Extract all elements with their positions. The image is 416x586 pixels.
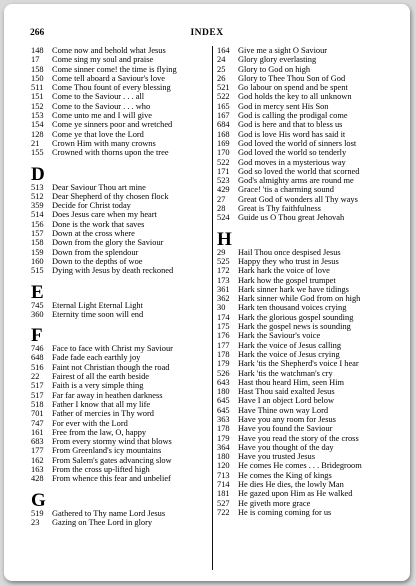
index-entry [217, 452, 397, 461]
hymn-number: 176 [217, 331, 230, 341]
hymn-first-line: Down to the depths of woe [52, 256, 143, 266]
hymn-first-line: Come ye sinners poor and wretched [52, 120, 173, 130]
index-entry [217, 185, 397, 194]
index-entry [217, 158, 397, 167]
hymn-first-line: Hark the voice of Jesus crying [238, 349, 340, 359]
hymn-first-line: Have you any room for Jesus [238, 414, 336, 424]
index-entry [217, 322, 397, 331]
hymn-first-line: God so loved the world that scorned [238, 166, 360, 176]
hymn-first-line: Hark the glorious gospel sounding [238, 312, 354, 322]
index-entry [217, 102, 397, 111]
index-entry [217, 350, 397, 359]
hymn-number: 359 [31, 201, 44, 211]
page-header [30, 28, 384, 40]
hymn-first-line: Hark 'tis the watchman's cry [238, 368, 333, 378]
index-entry [31, 148, 211, 157]
index-entry [217, 387, 397, 396]
index-entry [31, 301, 211, 310]
index-entry [31, 111, 211, 120]
hymn-number: 522 [217, 157, 230, 167]
hymn-number: 172 [217, 266, 230, 276]
index-entry [31, 381, 211, 390]
hymn-number: 526 [217, 368, 230, 378]
hymn-first-line: Hark 'tis the Shepherd's voice I hear [238, 359, 359, 369]
index-entry [217, 195, 397, 204]
hymn-first-line: Have I an object Lord below [238, 396, 335, 406]
hymn-number: 23 [31, 517, 40, 527]
hymn-number: 527 [217, 498, 230, 508]
index-entry [31, 409, 211, 418]
index-entry [217, 120, 397, 129]
hymn-first-line: Hast Thou said exalted Jesus [238, 387, 335, 397]
hymn-number: 643 [217, 377, 230, 387]
hymn-first-line: Hast thou heard Him, seen Him [238, 377, 345, 387]
hymn-number: 27 [217, 194, 226, 204]
hymn-first-line: Decide for Christ today [52, 201, 131, 211]
hymn-first-line: Great is Thy faithfulness [238, 204, 321, 214]
hymn-first-line: From Greenland's icy mountains [52, 446, 162, 456]
hymn-number: 162 [31, 455, 44, 465]
index-entry [217, 257, 397, 266]
index-entry [31, 139, 211, 148]
index-entry [217, 424, 397, 433]
index-entry [31, 120, 211, 129]
index-entry [217, 213, 397, 222]
section-letter: D [31, 163, 45, 185]
hymn-number: 148 [31, 46, 44, 55]
index-entry [217, 276, 397, 285]
hymn-first-line: Have you read the story of the cross [238, 433, 359, 443]
left-column [31, 46, 211, 527]
hymn-first-line: Father of mercies in Thy word [52, 409, 154, 419]
hymn-first-line: Done is the work that saves [52, 219, 145, 229]
index-entry [31, 229, 211, 238]
hymn-number: 180 [217, 387, 230, 397]
hymn-number: 156 [31, 219, 44, 229]
index-entry [217, 266, 397, 275]
hymn-first-line: Hark the voice of Jesus calling [238, 340, 342, 350]
index-entry [31, 238, 211, 247]
hymn-first-line: Come to the Saviour . . . who [52, 101, 151, 111]
hymn-first-line: Crowned with thorns upon the tree [52, 148, 169, 158]
index-entry [217, 55, 397, 64]
index-entry [217, 499, 397, 508]
hymn-number: 513 [31, 182, 44, 192]
hymn-number: 524 [217, 213, 230, 223]
section-gap [217, 223, 397, 230]
hymn-number: 170 [217, 148, 230, 158]
hymn-first-line: He is coming coming for us [238, 507, 332, 517]
index-entry [31, 55, 211, 64]
index-entry [217, 148, 397, 157]
hymn-number: 158 [31, 238, 44, 248]
hymn-first-line: Come ye that love the Lord [52, 129, 144, 139]
hymn-number: 157 [31, 229, 44, 239]
hymn-number: 24 [217, 55, 226, 65]
hymn-first-line: Grace! 'tis a charming sound [238, 185, 334, 195]
hymn-number: 428 [31, 474, 44, 484]
index-entry [217, 294, 397, 303]
hymn-number: 29 [217, 247, 226, 257]
index-entry [31, 446, 211, 455]
hymn-first-line: Face to face with Christ my Saviour [52, 344, 173, 354]
hymn-number: 164 [217, 46, 230, 55]
index-entry [217, 434, 397, 443]
hymn-first-line: Hail Thou once despised Jesus [238, 247, 341, 257]
hymn-number: 713 [217, 470, 230, 480]
section-letter: H [217, 228, 232, 250]
hymn-first-line: God loved the world so tenderly [238, 148, 347, 158]
hymn-number: 648 [31, 353, 44, 363]
index-entry [31, 310, 211, 319]
hymn-first-line: Faith is a very simple thing [52, 381, 144, 391]
hymn-number: 645 [217, 396, 230, 406]
hymn-first-line: From every stormy wind that blows [52, 437, 172, 447]
hymn-first-line: Dear Saviour Thou art mine [52, 182, 146, 192]
hymn-first-line: Dying with Jesus by death reckoned [52, 266, 174, 276]
hymn-first-line: He comes He comes . . . Bridegroom [238, 461, 362, 471]
hymn-first-line: Guide us O Thou great Jehovah [238, 213, 345, 223]
index-entry [217, 378, 397, 387]
hymn-number: 684 [217, 120, 230, 130]
index-entry [217, 489, 397, 498]
index-entry [31, 344, 211, 353]
hymn-number: 177 [31, 446, 44, 456]
hymn-number: 165 [217, 101, 230, 111]
index-entry [217, 204, 397, 213]
hymn-number: 429 [217, 185, 230, 195]
hymn-number: 161 [31, 427, 44, 437]
hymn-number: 516 [31, 362, 44, 372]
hymn-first-line: Down at the cross where [52, 229, 135, 239]
index-entry [31, 509, 211, 518]
hymn-number: 361 [217, 284, 230, 294]
hymn-number: 120 [217, 461, 230, 471]
hymn-number: 517 [31, 390, 44, 400]
hymn-first-line: Hark how the gospel trumpet [238, 275, 336, 285]
index-entry [31, 183, 211, 192]
hymn-number: 158 [31, 64, 44, 74]
index-entry [31, 465, 211, 474]
hymn-first-line: Have you thought of the day [238, 442, 334, 452]
hymn-first-line: God in mercy sent His Son [238, 101, 329, 111]
index-entry [217, 83, 397, 92]
index-entry [217, 65, 397, 74]
hymn-number: 511 [31, 83, 44, 93]
hymn-first-line: Hark the gospel news is sounding [238, 322, 351, 332]
index-entry [31, 363, 211, 372]
index-entry [217, 406, 397, 415]
hymn-number: 701 [31, 409, 44, 419]
index-entry [31, 474, 211, 483]
index-entry [217, 443, 397, 452]
hymn-number: 22 [31, 372, 40, 382]
hymn-first-line: Dear Shepherd of thy chosen flock [52, 191, 169, 201]
index-entry [217, 130, 397, 139]
index-entry [217, 74, 397, 83]
hymn-first-line: Down from the glory the Saviour [52, 238, 164, 248]
index-entry [31, 192, 211, 201]
index-entry [217, 359, 397, 368]
hymn-first-line: God's almighty arms are round me [238, 176, 354, 186]
index-entry [217, 248, 397, 257]
index-entry [217, 341, 397, 350]
index-entry [31, 456, 211, 465]
index-entry [31, 437, 211, 446]
hymn-number: 159 [31, 247, 44, 257]
section-letter: E [31, 281, 44, 303]
section-gap [31, 484, 211, 491]
hymn-first-line: He giveth more grace [238, 498, 311, 508]
hymn-first-line: Fairest of all the earth beside [52, 372, 149, 382]
hymn-first-line: From Salem's gates advancing slow [52, 455, 172, 465]
hymn-first-line: God is calling the prodigal come [238, 111, 348, 121]
hymn-number: 364 [217, 442, 230, 452]
index-entry [217, 303, 397, 312]
hymn-first-line: Crown Him with many crowns [52, 138, 156, 148]
hymn-number: 515 [31, 266, 44, 276]
hymn-number: 21 [31, 138, 40, 148]
index-entry [217, 176, 397, 185]
hymn-first-line: Come sinner come! the time is flying [52, 64, 177, 74]
hymn-first-line: Come sing my soul and praise [52, 55, 154, 65]
hymn-first-line: Hark sinner while God from on high [238, 294, 361, 304]
hymn-first-line: From whence this fear and unbelief [52, 474, 171, 484]
index-entry [217, 92, 397, 101]
index-entry [217, 471, 397, 480]
index-entry [31, 419, 211, 428]
index-entry [217, 111, 397, 120]
hymn-number: 160 [31, 256, 44, 266]
hymn-number: 28 [217, 204, 226, 214]
hymn-first-line: Fade fade each earthly joy [52, 353, 141, 363]
section-gap [31, 276, 211, 283]
section-gap [31, 158, 211, 165]
hymn-number: 525 [217, 256, 230, 266]
hymn-first-line: Come tell aboard a Saviour's love [52, 73, 165, 83]
hymn-number: 519 [31, 508, 44, 518]
hymn-number: 363 [217, 414, 230, 424]
index-entry [217, 167, 397, 176]
hymn-first-line: Hark sinner hark we have tidings [238, 284, 349, 294]
index-entry [31, 46, 211, 55]
index-entry [217, 46, 397, 55]
hymn-number: 30 [217, 303, 226, 313]
index-entry [31, 130, 211, 139]
index-entry [31, 201, 211, 210]
hymn-first-line: Have you found the Saviour [238, 424, 333, 434]
index-entry [31, 257, 211, 266]
hymn-first-line: From the cross up-lifted high [52, 464, 150, 474]
hymn-number: 745 [31, 300, 44, 310]
index-entry [31, 92, 211, 101]
hymn-first-line: Down from the splendour [52, 247, 139, 257]
hymn-number: 152 [31, 101, 44, 111]
hymn-number: 155 [31, 148, 44, 158]
hymn-first-line: Great God of wonders all Thy ways [238, 194, 358, 204]
hymn-number: 746 [31, 344, 44, 354]
index-entry [217, 285, 397, 294]
hymn-number: 163 [31, 464, 44, 474]
hymn-number: 360 [31, 309, 44, 319]
hymn-first-line: Have Thine own way Lord [238, 405, 329, 415]
page-number: 266 [30, 28, 45, 38]
hymn-number: 128 [31, 129, 44, 139]
hymn-number: 179 [217, 433, 230, 443]
index-entry [217, 313, 397, 322]
index-entry [217, 396, 397, 405]
hymn-first-line: Happy they who trust in Jesus [238, 256, 339, 266]
index-entry [217, 508, 397, 517]
index-entry [31, 518, 211, 527]
hymn-number: 151 [31, 92, 44, 102]
index-entry [217, 331, 397, 340]
hymn-first-line: Hark the Saviour's voice [238, 331, 321, 341]
hymn-first-line: God is here and that to bless us [238, 120, 343, 130]
index-entry [31, 428, 211, 437]
hymn-first-line: Faint not Christian though the road [52, 362, 170, 372]
hymn-first-line: Come now and behold what Jesus [52, 46, 166, 55]
index-entry [217, 369, 397, 378]
hymn-first-line: Hark hark the voice of love [238, 266, 330, 276]
hymn-first-line: Go labour on spend and be spent [238, 83, 348, 93]
hymn-number: 25 [217, 64, 226, 74]
hymn-number: 683 [31, 437, 44, 447]
hymn-number: 154 [31, 120, 44, 130]
hymn-number: 180 [217, 452, 230, 462]
hymn-first-line: Glory to Thee Thou Son of God [238, 73, 346, 83]
hymn-number: 175 [217, 322, 230, 332]
hymn-number: 26 [217, 73, 226, 83]
hymn-number: 179 [217, 359, 230, 369]
index-entry [31, 83, 211, 92]
hymn-number: 150 [31, 73, 44, 83]
hymn-first-line: God is love His word has said it [238, 129, 346, 139]
hymn-first-line: For ever with the Lord [52, 418, 128, 428]
index-entry [217, 415, 397, 424]
hymn-number: 747 [31, 418, 44, 428]
hymn-number: 169 [217, 138, 230, 148]
hymn-number: 181 [217, 489, 230, 499]
book-page [4, 4, 410, 581]
index-entry [217, 461, 397, 470]
hymn-first-line: Does Jesus care when my heart [52, 210, 157, 220]
hymn-first-line: Far far away in heathen darkness [52, 390, 163, 400]
hymn-number: 177 [217, 340, 230, 350]
hymn-number: 173 [217, 275, 230, 285]
index-entry [31, 266, 211, 275]
hymn-number: 714 [217, 480, 230, 490]
hymn-first-line: God loved the world of sinners lost [238, 138, 357, 148]
hymn-number: 171 [217, 166, 230, 176]
index-entry [217, 480, 397, 489]
hymn-first-line: Gathered to Thy name Lord Jesus [52, 508, 166, 518]
hymn-number: 518 [31, 399, 44, 409]
hymn-number: 153 [31, 111, 44, 121]
hymn-number: 17 [31, 55, 40, 65]
hymn-first-line: Have you trusted Jesus [238, 452, 315, 462]
index-entry [31, 372, 211, 381]
hymn-number: 522 [217, 92, 230, 102]
hymn-number: 362 [217, 294, 230, 304]
column-divider [212, 46, 213, 570]
index-entry [31, 248, 211, 257]
hymn-number: 523 [217, 176, 230, 186]
hymn-first-line: He comes the King of kings [238, 470, 332, 480]
index-entry [31, 102, 211, 111]
right-column [217, 46, 397, 517]
index-entry [31, 391, 211, 400]
index-entry [31, 210, 211, 219]
hymn-first-line: Eternity time soon will end [52, 309, 144, 319]
hymn-number: 174 [217, 312, 230, 322]
section-gap [31, 319, 211, 326]
hymn-number: 178 [217, 424, 230, 434]
hymn-number: 517 [31, 381, 44, 391]
section-letter: F [31, 325, 43, 347]
hymn-number: 178 [217, 349, 230, 359]
hymn-number: 167 [217, 111, 230, 121]
hymn-first-line: God holds the key to all unknown [238, 92, 352, 102]
hymn-number: 168 [217, 129, 230, 139]
hymn-first-line: Come to the Saviour . . . all [52, 92, 145, 102]
hymn-number: 512 [31, 191, 44, 201]
hymn-first-line: Give me a sight O Saviour [238, 46, 328, 55]
hymn-first-line: Glory to God on high [238, 64, 311, 74]
hymn-number: 521 [217, 83, 230, 93]
index-entry [31, 220, 211, 229]
hymn-first-line: Glory glory everlasting [238, 55, 317, 65]
hymn-first-line: He gazed upon Him as He walked [238, 489, 353, 499]
index-entry [31, 400, 211, 409]
hymn-first-line: God moves in a mysterious way [238, 157, 346, 167]
hymn-first-line: Eternal Light Eternal Light [52, 300, 143, 310]
index-entry [31, 74, 211, 83]
index-entry [31, 65, 211, 74]
hymn-number: 645 [217, 405, 230, 415]
hymn-first-line: He dies He dies, the lowly Man [238, 480, 344, 490]
hymn-number: 514 [31, 210, 44, 220]
index-entry [217, 139, 397, 148]
hymn-first-line: Gazing on Thee Lord in glory [52, 517, 153, 527]
page-title: INDEX [190, 28, 224, 38]
hymn-number: 722 [217, 507, 230, 517]
index-entry [31, 353, 211, 362]
hymn-first-line: Come unto me and I will give [52, 111, 153, 121]
hymn-first-line: Hark ten thousand voices crying [238, 303, 347, 313]
hymn-first-line: Free from the law, O, happy [52, 427, 147, 437]
hymn-first-line: Come Thou fount of every blessing [52, 83, 171, 93]
hymn-first-line: Father I know that all my life [52, 399, 151, 409]
section-letter: G [31, 489, 46, 511]
